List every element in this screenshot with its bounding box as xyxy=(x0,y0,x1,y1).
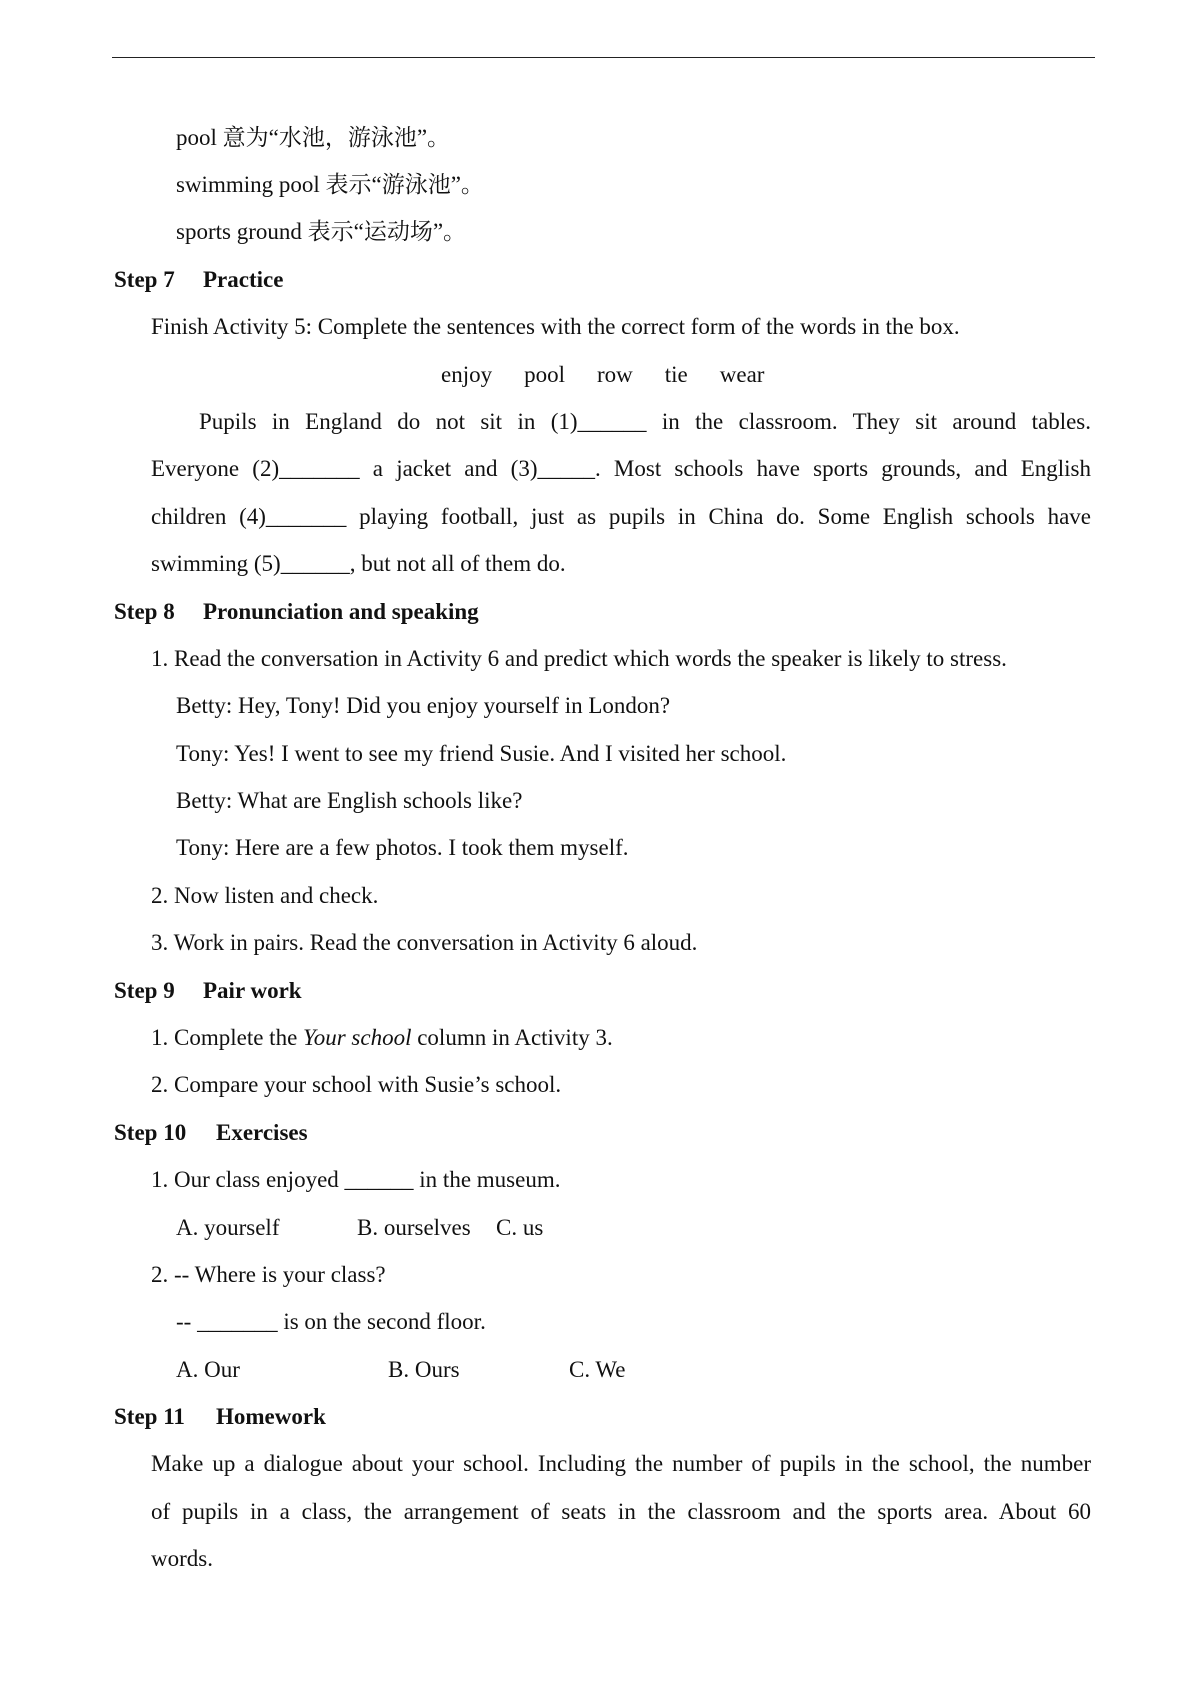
word: pool xyxy=(524,362,565,387)
word-box xyxy=(441,361,796,389)
step-title: Pair work xyxy=(203,978,302,1003)
note-line: pool 意为“水池，游泳池”。 xyxy=(176,125,451,150)
step-title: Homework xyxy=(216,1404,326,1429)
step8-heading xyxy=(114,598,479,626)
homework-line: words. xyxy=(151,1546,213,1571)
header-rule xyxy=(112,57,1095,58)
dialogue-line: Betty: What are English schools like? xyxy=(176,788,523,813)
option: C. We xyxy=(569,1357,626,1382)
step-number: Step 11 xyxy=(114,1404,185,1429)
word: enjoy xyxy=(441,362,493,387)
paragraph-line: Pupils in England do not sit in (1)______ in the classroom. They sit around tables. xyxy=(199,409,1091,434)
paragraph-line: children (4)_______ playing football, just as pupils in China do. Some English schools have xyxy=(151,504,1091,529)
step-number: Step 7 xyxy=(114,267,175,292)
option: C. us xyxy=(496,1215,544,1240)
question: 2. -- Where is your class? xyxy=(151,1262,386,1287)
option: A. yourself xyxy=(176,1215,280,1240)
step8-item: 3. Work in pairs. Read the conversation in Activity 6 aloud. xyxy=(151,930,698,955)
step9-heading xyxy=(114,977,302,1005)
item-emphasis: Your school xyxy=(303,1025,412,1050)
step-title: Practice xyxy=(203,267,284,292)
step7-instruction: Finish Activity 5: Complete the sentences with the correct form of the words in the box. xyxy=(151,314,960,339)
item-text: 1. Complete the xyxy=(151,1025,304,1050)
option: B. Ours xyxy=(388,1357,460,1382)
step8-item: 1. Read the conversation in Activity 6 and predict which words the speaker is likely to stress. xyxy=(151,646,1007,671)
note-line: swimming pool 表示“游泳池”。 xyxy=(176,172,484,197)
word: row xyxy=(597,362,633,387)
note-line: sports ground 表示“运动场”。 xyxy=(176,219,467,244)
step11-heading xyxy=(114,1403,326,1431)
paragraph-line: swimming (5)______, but not all of them do. xyxy=(151,551,566,576)
step9-item xyxy=(151,1024,613,1052)
dialogue-line: Betty: Hey, Tony! Did you enjoy yourself in London? xyxy=(176,693,671,718)
dialogue-line: Tony: Here are a few photos. I took them myself. xyxy=(176,835,629,860)
step-title: Exercises xyxy=(216,1120,308,1145)
answer-line: -- _______ is on the second floor. xyxy=(176,1309,486,1334)
option: A. Our xyxy=(176,1357,240,1382)
step-number: Step 10 xyxy=(114,1120,187,1145)
step10-heading xyxy=(114,1119,308,1147)
step7-heading xyxy=(114,266,283,294)
dialogue-line: Tony: Yes! I went to see my friend Susie. And I visited her school. xyxy=(176,741,787,766)
options-row xyxy=(176,1214,543,1242)
step-number: Step 9 xyxy=(114,978,175,1003)
step-number: Step 8 xyxy=(114,599,175,624)
paragraph-line: Everyone (2)_______ a jacket and (3)_____. Most schools have sports grounds, and English xyxy=(151,456,1091,481)
word: wear xyxy=(719,362,765,387)
item-text: column in Activity 3. xyxy=(411,1025,613,1050)
options-row xyxy=(176,1356,626,1384)
homework-line: of pupils in a class, the arrangement of seats in the classroom and the sports area. About 60 xyxy=(151,1499,1091,1524)
word: tie xyxy=(664,362,688,387)
step-title: Pronunciation and speaking xyxy=(203,599,479,624)
option: B. ourselves xyxy=(357,1215,471,1240)
homework-line: Make up a dialogue about your school. Including the number of pupils in the school, the number xyxy=(151,1451,1091,1476)
step8-item: 2. Now listen and check. xyxy=(151,883,379,908)
step9-item: 2. Compare your school with Susie’s school. xyxy=(151,1072,562,1097)
question: 1. Our class enjoyed ______ in the museum. xyxy=(151,1167,561,1192)
